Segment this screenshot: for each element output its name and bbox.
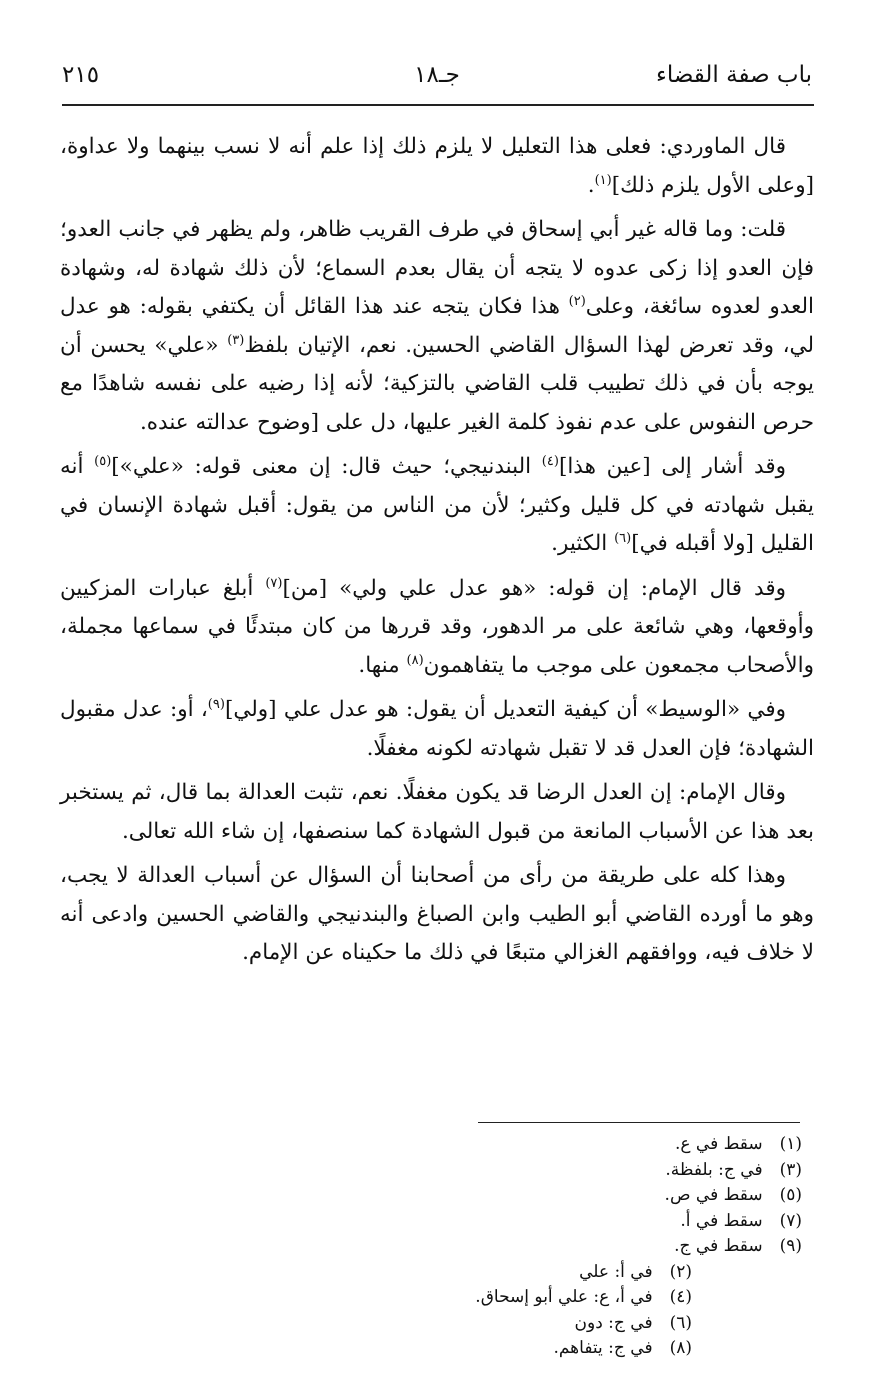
footnote-text: في ج: بلفظة.: [665, 1159, 763, 1180]
footnote: [572, 1158, 802, 1184]
paragraph-text: «علي» يحسن أن يوجه بأن في ذلك تطييب قلب القاضي بالتزكية؛ لأنه إذا رضيه على نفسه شاهدًا مع حرص النفوس على عدم نفوذ كلمة الغير عليها، دل على [وضوح عدالته عنده.: [60, 332, 814, 435]
footnotes-right-column: [572, 1132, 802, 1260]
volume-label: جـ١٨: [414, 62, 460, 88]
paragraph-text: هذا فكان يتجه عند هذا القائل أن يكتفي بقوله: هو عدل لي، وقد تعرض لهذا السؤال القاضي الحسين. نعم، الإتيان بلفظ: [60, 294, 814, 358]
footnote-number: (٢): [669, 1261, 692, 1282]
paragraph: [60, 211, 814, 442]
paragraph-text: أبلغ عبارات المزكيين وأوقعها، وهي شائعة على مر الدهور، وقد قررها من كان مبتدئًا في سماعها مجملة، والأصحاب مجمعون على موجب ما يتفاهمون: [60, 575, 814, 678]
page-number: ٢١٥: [62, 62, 100, 88]
paragraph-text: الكثير.: [551, 531, 615, 556]
footnote-number: (٨): [669, 1338, 692, 1358]
paragraph-text: ، أو: عدل مقبول الشهادة؛ فإن العدل قد لا تقبل شهادته لكونه مغفلًا.: [60, 697, 814, 761]
footnotes-left-column: [362, 1260, 692, 1362]
running-header: [62, 58, 812, 98]
footnote: [572, 1234, 802, 1260]
footnote-number: (٤): [669, 1287, 692, 1307]
paragraph: [60, 570, 814, 686]
paragraph: [60, 857, 814, 973]
footnote-text: في أ، ع: علي أبو إسحاق.: [475, 1287, 653, 1307]
footnote-divider: [478, 1122, 800, 1123]
footnote-reference: (٥): [94, 453, 112, 469]
paragraph-text: وهذا كله على طريقة من رأى من أصحابنا أن السؤال عن أسباب العدالة لا يجب، وهو ما أورده القاضي أبو الطيب وابن الصباغ والبندنيجي والقاضي الحسين وادعى أنه لا خلاف فيه، ووافقهم الغزالي متبعًا في ذلك ما حكيناه عن الإمام.: [60, 863, 814, 965]
footnote-reference: (١): [594, 172, 612, 188]
footnote-text: سقط في ج.: [674, 1236, 763, 1256]
paragraph-text: قلت: وما قاله غير أبي إسحاق في طرف القريب ظاهر، ولم يظهر في جانب العدو؛ فإن العدو إذا زكى عدوه لا يتجه أن يقال بعدم السماع؛ لأن ذلك شهادة له، وشهادة العدو لعدوه سائغة، وعلى: [60, 217, 814, 319]
paragraph-text: البندنيجي؛ حيث قال: إن معنى قوله: «علي»]: [111, 454, 542, 479]
footnote: [362, 1260, 692, 1286]
footnote-reference: (٩): [207, 696, 225, 712]
paragraph: [60, 691, 814, 768]
footnote-reference: (٦): [614, 530, 632, 546]
paragraph-text: وقد قال الإمام: إن قوله: «هو عدل علي ولي» [من]: [282, 575, 786, 601]
footnote-reference: (٨): [406, 652, 424, 668]
footnote-reference: (٧): [265, 575, 283, 591]
footnote-text: في أ: علي: [579, 1261, 653, 1282]
footnote-reference: (٤): [541, 453, 559, 469]
paragraph-text: قال الماوردي: فعلى هذا التعليل لا يلزم ذلك إذا علم أنه لا نسب بينهما ولا عداوة، [وعلى الأول يلزم ذلك]: [60, 134, 814, 198]
footnote-reference: (٣): [227, 332, 245, 348]
paragraph-text: وقد أشار إلى [عين هذا]: [558, 454, 786, 479]
footnote-text: في ج: دون: [574, 1312, 653, 1333]
footnote: [362, 1285, 692, 1311]
footnotes: [150, 1132, 802, 1362]
paragraph-text: .: [587, 172, 595, 198]
paragraph-text: وفي «الوسيط» أن كيفية التعديل أن يقول: هو عدل علي [ولي]: [224, 697, 786, 722]
footnote-text: سقط في ص.: [664, 1185, 763, 1205]
footnote: [362, 1311, 692, 1337]
footnote-number: (٦): [669, 1312, 692, 1333]
paragraph-text: أنه يقبل شهادته في كل قليل وكثير؛ لأن من الناس من يقول: أقبل شهادة الإنسان في القليل [ولا أقبله في]: [60, 454, 814, 556]
main-text: [60, 128, 814, 979]
footnote: [362, 1336, 692, 1362]
footnote-text: سقط في ع.: [674, 1134, 763, 1154]
paragraph-text: منها.: [358, 652, 407, 678]
footnote-reference: (٢): [568, 293, 586, 309]
paragraph: [60, 774, 814, 851]
footnote-text: سقط في أ.: [680, 1210, 763, 1231]
footnote-number: (٣): [779, 1159, 802, 1180]
footnote: [572, 1183, 802, 1209]
paragraph: [60, 448, 814, 564]
footnote-text: في ج: يتفاهم.: [553, 1338, 653, 1358]
footnote-number: (١): [779, 1134, 802, 1154]
footnote: [572, 1209, 802, 1235]
footnote-number: (٧): [779, 1210, 802, 1231]
header-divider: [62, 104, 814, 106]
paragraph-text: وقال الإمام: إن العدل الرضا قد يكون مغفلًا. نعم، تثبت العدالة بما قال، ثم يستخبر بعد هذا عن الأسباب المانعة من قبول الشهادة كما سنصفها، إن شاء الله تعالى.: [60, 780, 814, 844]
footnote-number: (٥): [779, 1185, 802, 1205]
footnote-number: (٩): [779, 1236, 802, 1256]
footnote: [572, 1132, 802, 1158]
paragraph: [60, 128, 814, 205]
chapter-title: باب صفة القضاء: [656, 62, 812, 88]
